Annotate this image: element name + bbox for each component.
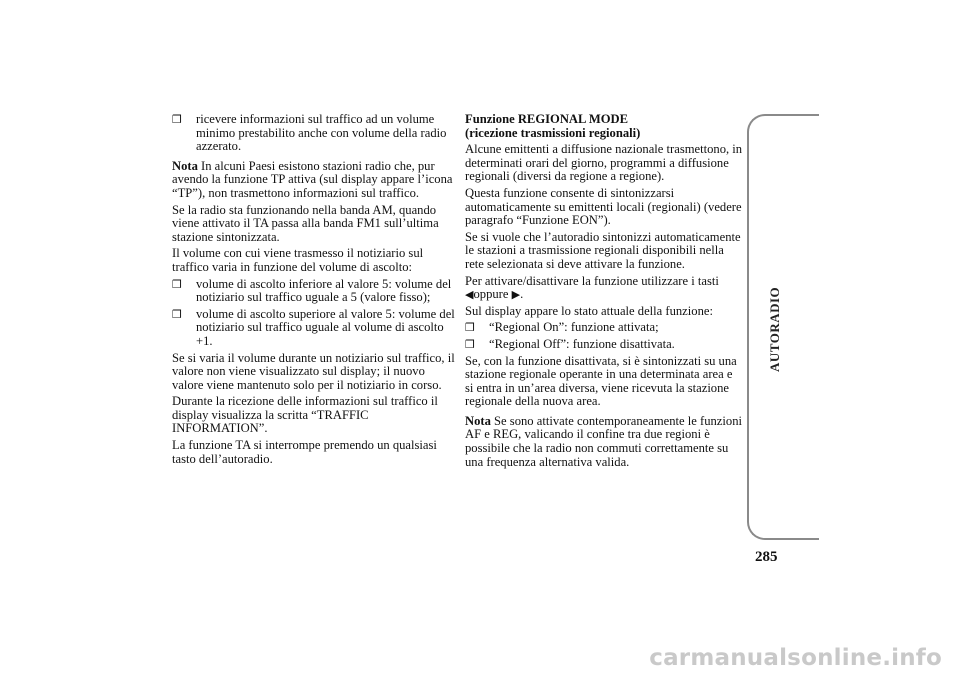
paragraph-reception: Durante la ricezione delle informazioni sul traffico il display visualizza la scritta “TRAFFIC INFORMATION”. <box>172 394 438 436</box>
note-paragraph <box>465 415 743 469</box>
note-label: Nota <box>172 158 198 173</box>
triangle-left-icon: ◀ <box>465 288 474 302</box>
list-item-text: volume di ascolto inferiore al valore 5: volume del notiziario sul traffico uguale a 5 (valore fisso); <box>196 276 452 305</box>
section-heading-line1: Funzione REGIONAL MODE <box>465 112 629 126</box>
triangle-right-icon: ▶ <box>511 288 521 302</box>
checkbox-bullet-icon: ❒ <box>172 113 182 126</box>
paragraph-2: Questa funzione consente di sintonizzarsi automaticamente su emittenti locali (regionali) (vedere paragrafo “Funzione EON”). <box>465 185 742 228</box>
right-column <box>465 113 743 472</box>
left-column <box>172 113 457 469</box>
note-text: Se sono attivate contemporaneamente le funzioni AF e REG, valicando il confine tra due regioni è possibile che la radio non commuti correttamente su una frequenza alternativa valida. <box>465 413 742 469</box>
section-tab-label: AUTORADIO <box>767 286 782 372</box>
paragraph-vary: Se si varia il volume durante un notiziario sul traffico, il valore non viene visualizzato sul display; il nuovo valore viene mantenuto solo per il notiziario in corso. <box>172 350 455 392</box>
paragraph-4 <box>465 275 743 302</box>
checkbox-bullet-icon: ❒ <box>465 321 475 335</box>
checkbox-bullet-icon: ❒ <box>465 337 475 351</box>
section-heading <box>465 113 743 140</box>
paragraph-4-end: . <box>520 287 524 302</box>
list-item <box>465 321 743 335</box>
paragraph-4-text: Per attivare/disattivare la funzione utilizzare i tasti <box>465 273 719 288</box>
list-item <box>172 308 457 349</box>
paragraph-volume: Il volume con cui viene trasmesso il notiziario sul traffico varia in funzione del volume di ascolto: <box>172 246 424 274</box>
note-text: In alcuni Paesi esistono stazioni radio che, pur avendo la funzione TP attiva (sul display appare l’icona “TP”), non trasmettono informazioni sul traffico. <box>172 158 453 200</box>
paragraph-5: Sul display appare lo stato attuale della funzione: <box>465 303 713 318</box>
section-heading-line2: (ricezione trasmissioni regionali) <box>465 125 641 140</box>
list-item <box>172 113 457 154</box>
paragraph-3: Se si vuole che l’autoradio sintonizzi automaticamente le stazioni a trasmissione regionali disponibili nella rete selezionata si deve attivare la funzione. <box>465 229 741 271</box>
paragraph-am: Se la radio sta funzionando nella banda AM, quando viene attivato il TA passa alla banda FM1 sull’ultima stazione sintonizzata. <box>172 202 439 244</box>
watermark: carmanualsonline.info <box>649 645 942 671</box>
checkbox-bullet-icon: ❒ <box>172 277 182 291</box>
list-item-text: “Regional On”: funzione attivata; <box>489 320 659 335</box>
note-paragraph <box>172 160 457 201</box>
paragraph-4-or: oppure <box>473 287 509 302</box>
paragraph-1: Alcune emittenti a diffusione nazionale trasmettono, in determinati orari del giorno, programmi a diffusione regionali (diversi da regione a regione). <box>465 142 743 184</box>
paragraph-interrupt: La funzione TA si interrompe premendo un qualsiasi tasto dell’autoradio. <box>172 438 437 466</box>
page-number: 285 <box>755 549 778 565</box>
list-item-text: volume di ascolto superiore al valore 5: volume del notiziario sul traffico uguale al volume di ascolto +1. <box>196 306 455 348</box>
paragraph-6: Se, con la funzione disattivata, si è sintonizzati su una stazione regionale operante in una determinata area e si entra in un’area diversa, viene ricevuta la stazione regionale della nuova area. <box>465 353 737 409</box>
list-item <box>465 338 743 352</box>
note-label: Nota <box>465 413 491 428</box>
list-item-text: “Regional Off”: funzione disattivata. <box>489 336 675 351</box>
list-item-text: ricevere informazioni sul traffico ad un volume minimo prestabilito anche con volume della radio azzerato. <box>196 112 447 154</box>
checkbox-bullet-icon: ❒ <box>172 307 182 321</box>
list-item <box>172 278 457 305</box>
